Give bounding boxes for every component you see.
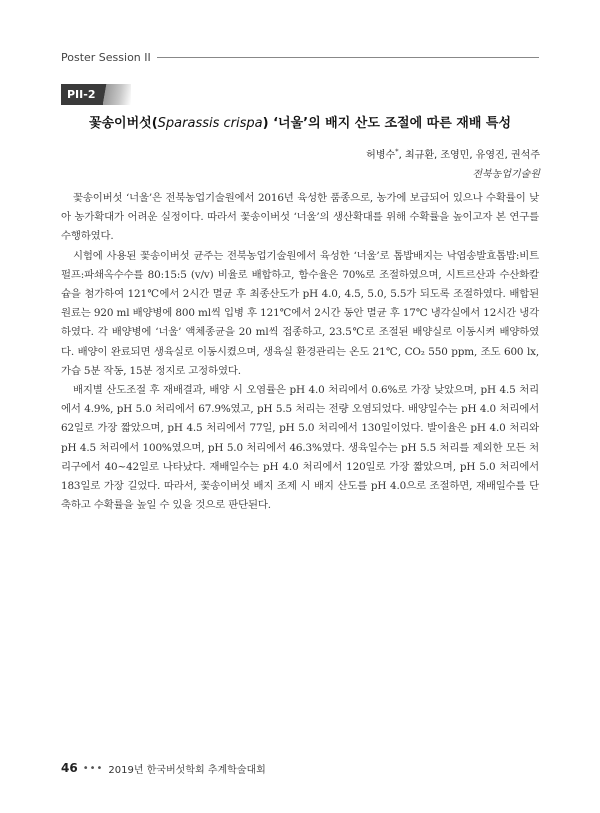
- footer-dots: •••: [82, 762, 104, 774]
- title-prefix: 꽃송이버섯(: [88, 116, 158, 131]
- paper-title: [61, 112, 539, 131]
- corresponding-mark: *: [395, 147, 399, 156]
- paragraph-results: 배지별 산도조절 후 재배결과, 배양 시 오염률은 pH 4.0 처리에서 0.6%로 가장 낮았으며, pH 4.5 처리에서 4.9%, pH 5.0 처리에서 67.9%였고, pH 5.5 처리는 전량 오염되었다. 배양일수는 pH 4.0 처리에서 62일로 가장 짧았으며, pH 4.5 처리에서 77일, pH 5.0 처리에서 130일이었다. 발이율은 pH 4.0 처리와 pH 4.5 처리에서 100%였으며, pH 5.0 처리에서 46.3%였다. 생육일수는 pH 5.5 처리를 제외한 모든 처리구에서 40~42일로 나타났다. 재배일수는 pH 4.0 처리에서 120일로 가장 짧았으며, pH 5.0 처리에서 183일로 가장 길었다. 따라서, 꽃송이버섯 배지 조제 시 배지 산도를 pH 4.0으로 조절하면, 재배일수를 단축하고 수확률을 높일 수 있을 것으로 판단된다.: [61, 384, 539, 512]
- author-list: [366, 146, 540, 161]
- conference-name: 2019년 한국버섯학회 추계학술대회: [108, 764, 266, 776]
- page-footer: [61, 760, 266, 776]
- poster-badge: [61, 84, 131, 105]
- co-authors: , 최규환, 조영민, 유영진, 권석주: [398, 150, 540, 161]
- poster-id: PII-2: [61, 84, 103, 105]
- title-suffix: ) ‘너울’의 배지 산도 조절에 따른 재배 특성: [262, 116, 512, 131]
- affiliation: 전북농업기술원: [472, 169, 540, 180]
- title-scientific-name: Sparassis crispa: [157, 116, 263, 131]
- badge-tail: [103, 84, 131, 105]
- running-header: [61, 49, 539, 65]
- header-rule: [157, 57, 539, 58]
- page-number: 46: [61, 761, 78, 775]
- paragraph-intro: 꽃송이버섯 ‘너울’은 전북농업기술원에서 2016년 육성한 품종으로, 농가에 보급되어 있으나 수확률이 낮아 농가확대가 어려운 실정이다. 따라서 꽃송이버섯 ‘너울’의 생산확대를 위해 수확률을 높이고자 본 연구를 수행하였다.: [61, 192, 539, 243]
- lead-author: 허병수: [366, 150, 396, 161]
- session-label: Poster Session II: [61, 50, 151, 64]
- paragraph-methods: 시험에 사용된 꽃송이버섯 균주는 전북농업기술원에서 육성한 ‘너울’로 톱밥배지는 낙엽송발효톱밥:비트펄프:파쇄옥수수를 80:15:5 (v/v) 비율로 배합하고, 함수율은 70%로 조절하였으며, 시트르산과 수산화칼슘을 첨가하여 121℃에서 2시간 멸균 후 최종산도가 pH 4.0, 4.5, 5.0, 5.5가 되도록 조절하였다. 배합된 원료는 920 ml 배양병에 800 ml씩 입병 후 121℃에서 2시간 동안 멸균 후 17℃ 냉각실에서 12시간 냉각하였다. 각 배양병에 ‘너울’ 액체종균을 20 ml씩 접종하고, 23.5℃로 조절된 배양실로 이동시켜 배양하였다. 배양이 완료되면 생육실로 이동시켰으며, 생육실 환경관리는 온도 21℃, CO₂ 550 ppm, 조도 600 lx, 가습 5분 작동, 15분 정지로 고정하였다.: [61, 249, 539, 377]
- abstract-body: [61, 189, 539, 515]
